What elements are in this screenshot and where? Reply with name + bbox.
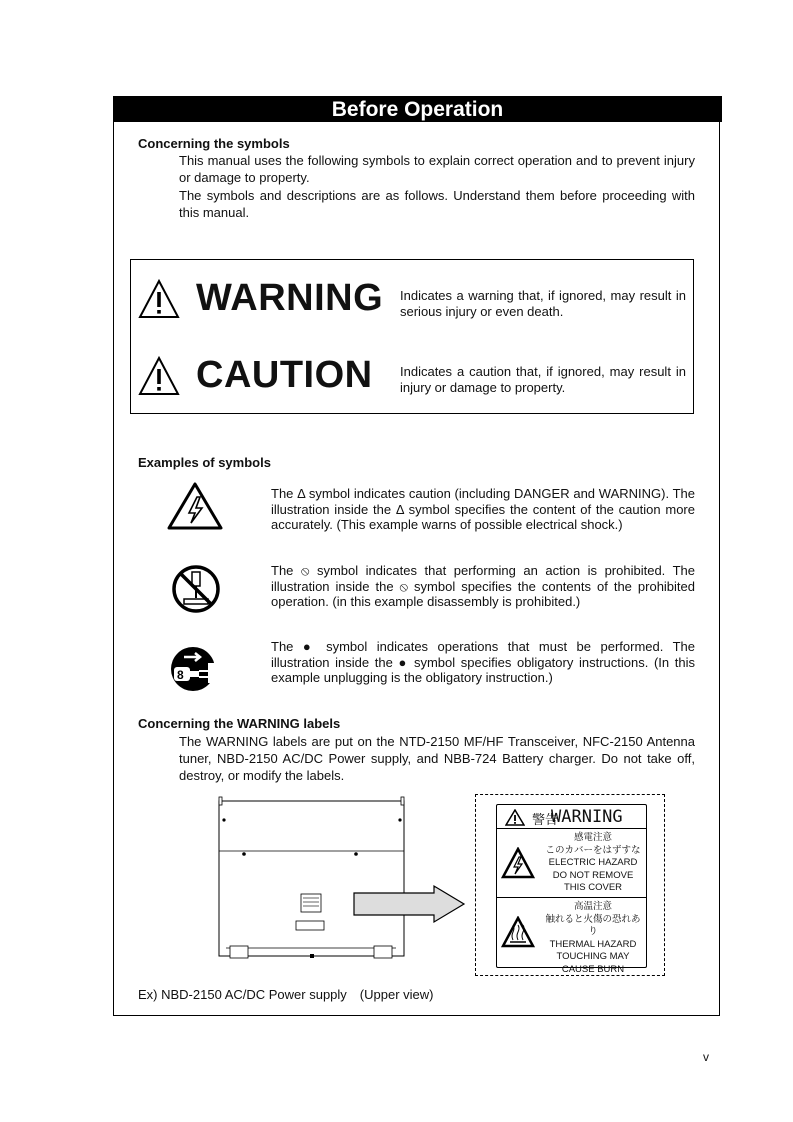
label-electric-jp-1: 感電注意	[573, 832, 612, 843]
power-supply-illustration	[216, 796, 470, 966]
label-thermal-en-1: THERMAL HAZARD	[549, 938, 637, 950]
symbols-paragraph-2: The symbols and descriptions are as follows. Understand them before proceeding with this manual.	[179, 188, 695, 220]
label-jp-title: 警告	[532, 812, 559, 827]
warning-description: Indicates a warning that, if ignored, may result in serious injury or even death.	[400, 288, 686, 319]
label-thermal-jp-2: 触れると火傷の恐れあり	[545, 913, 641, 937]
page-number: v	[703, 1050, 709, 1064]
warning-triangle-icon	[138, 279, 180, 319]
figure-caption: Ex) NBD-2150 AC/DC Power supply (Upper view)	[138, 987, 434, 1002]
label-electric-en-1: ELECTRIC HAZARD	[548, 857, 638, 868]
label-thermal-section	[497, 898, 646, 975]
label-electric-en-2: DO NOT REMOVE	[552, 869, 634, 881]
labels-heading: Concerning the WARNING labels	[138, 716, 341, 731]
no-disassembly-icon	[170, 563, 222, 615]
label-warning-triangle-icon	[505, 809, 525, 826]
label-title: WARNING	[551, 807, 623, 827]
caution-description: Indicates a caution that, if ignored, may result in injury or damage to property.	[400, 364, 686, 395]
electrical-shock-icon	[166, 481, 224, 531]
label-electric-section	[497, 829, 646, 898]
label-thermal-en-2: TOUCHING MAY	[556, 951, 630, 962]
symbols-heading: Concerning the symbols	[138, 136, 290, 151]
example-text-mandatory: The ● symbol indicates operations that must be performed. The illustration inside the ● symbol specifies obligatory instructions. (In this example unplugging is the obligatory instruction.)	[271, 639, 695, 685]
label-thermal-hazard-icon	[501, 916, 535, 948]
example-text-caution: The Δ symbol indicates caution (including DANGER and WARNING). The illustration inside the Δ symbol specifies the content of the caution more accurately. (This example warns of possible electrical shock.)	[271, 486, 695, 532]
svg-text:8: 8	[177, 668, 184, 682]
label-thermal-en-3: CAUSE BURN	[561, 963, 625, 975]
caution-triangle-icon	[138, 356, 180, 396]
warning-label-header	[497, 805, 646, 829]
symbols-paragraph-1: This manual uses the following symbols to explain correct operation and to prevent injury or damage to property.	[179, 153, 695, 185]
labels-paragraph: The WARNING labels are put on the NTD-2150 MF/HF Transceiver, NFC-2150 Antenna tuner, NBD-2150 AC/DC Power supply, and NBB-724 Battery charger. Do not take off, destroy, or modify the labels.	[179, 734, 695, 783]
label-electric-hazard-icon	[501, 847, 535, 879]
label-electric-jp-2: このカバーをはずすな	[545, 844, 641, 856]
caution-word: CAUTION	[196, 354, 373, 396]
examples-heading: Examples of symbols	[138, 455, 271, 470]
label-thermal-jp-1: 高温注意	[573, 901, 612, 912]
warning-word: WARNING	[196, 277, 384, 319]
example-text-prohibited: The ⦸ symbol indicates that performing an action is prohibited. The illustration inside the ⦸ symbol specifies the contents of the prohibited operation. (in this example disassembly is prohibited.)	[271, 563, 695, 609]
page-title: Before Operation	[113, 96, 722, 122]
unplug-icon	[170, 645, 220, 693]
label-electric-en-3: THIS COVER	[563, 882, 623, 893]
warning-label	[496, 804, 647, 975]
